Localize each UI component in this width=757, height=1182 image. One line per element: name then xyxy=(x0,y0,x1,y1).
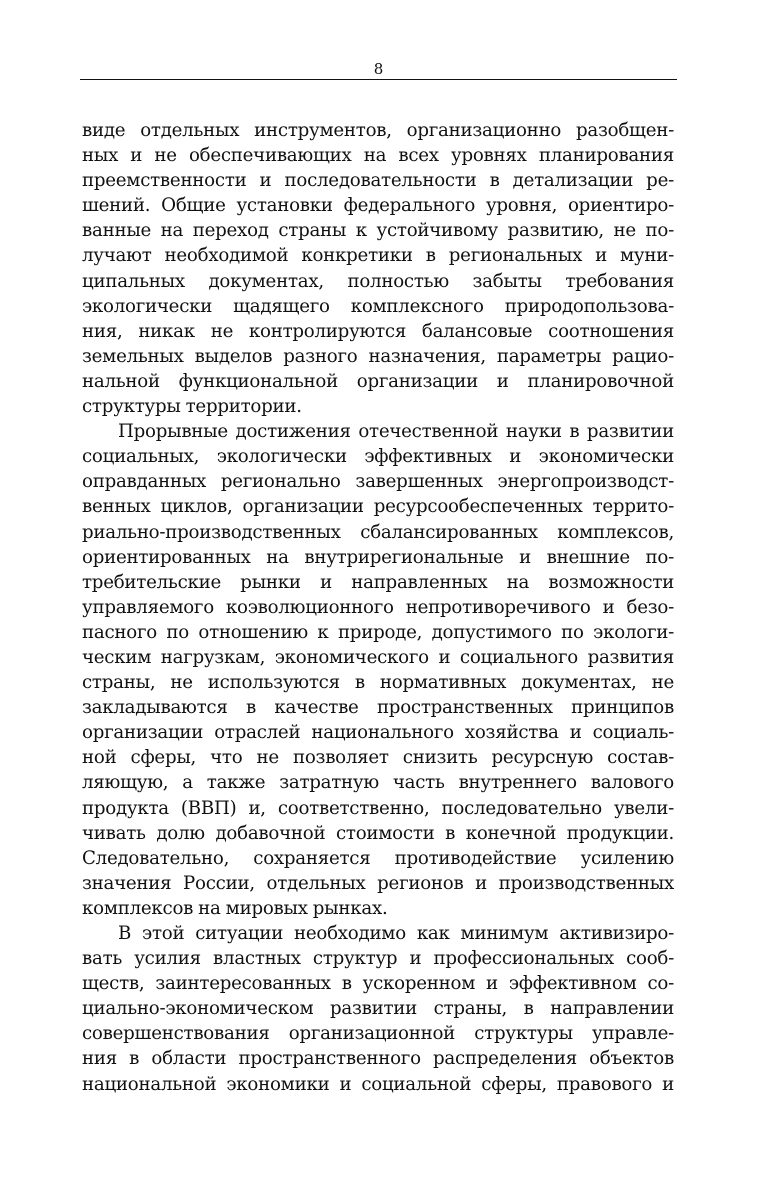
text-line: управляемого коэволюционного непротиворечивого и безо- xyxy=(82,596,674,618)
text-line: экологически щадящего комплексного природопользова- xyxy=(82,295,674,317)
text-line: ществ, заинтересованных в ускоренном и эффективном со- xyxy=(82,973,674,995)
text-line: лучают необходимой конкретики в региональных и муни- xyxy=(82,245,674,267)
text-line: Прорывные достижения отечественной науки в развитии xyxy=(118,421,674,443)
text-line: чивать долю добавочной стоимости в конечной продукции. xyxy=(82,822,674,844)
text-line: ния, никак не контролируются балансовые соотношения xyxy=(82,320,674,342)
text-line: социальных, экологически эффективных и экономически xyxy=(82,446,674,468)
body-text xyxy=(82,118,674,1097)
header-rule xyxy=(80,79,677,80)
text-line: В этой ситуации необходимо как минимум активизиро- xyxy=(118,923,674,944)
text-line: ляющую, а также затратную часть внутреннего валового xyxy=(82,772,674,794)
text-line: комплексов на мировых рынках. xyxy=(82,897,388,919)
page-number: 8 xyxy=(373,60,384,78)
text-line: венных циклов, организации ресурсообеспеченных террито- xyxy=(82,496,674,518)
text-line: Следовательно, сохраняется противодействие усилению xyxy=(82,847,674,869)
paragraph-2 xyxy=(82,419,674,921)
text-line: ванные на переход страны к устойчивому развитию, не по- xyxy=(82,220,674,242)
text-line: структуры территории. xyxy=(82,396,302,418)
text-line: оправданных регионально завершенных энергопроизводст- xyxy=(82,471,674,493)
text-line: шений. Общие установки федерального уровня, ориентиро- xyxy=(82,195,674,217)
paragraph-1 xyxy=(82,118,674,419)
text-line: виде отдельных инструментов, организационно разобщен- xyxy=(82,120,674,141)
text-line: ориентированных на внутрирегиональные и внешние по- xyxy=(82,546,674,568)
text-line: ных и не обеспечивающих на всех уровнях планирования xyxy=(82,145,674,167)
paragraph-3 xyxy=(82,921,674,1097)
text-line: национальной экономики и социальной сферы, правового и xyxy=(82,1073,674,1095)
text-line: ния в области пространственного распределения объектов xyxy=(82,1048,674,1070)
text-line: ципальных документах, полностью забыты требования xyxy=(82,270,674,292)
text-line: значения России, отдельных регионов и производственных xyxy=(82,872,674,894)
text-line: требительские рынки и направленных на возможности xyxy=(82,571,674,593)
text-line: нальной функциональной организации и планировочной xyxy=(82,370,674,392)
text-line: земельных выделов разного назначения, параметры рацио- xyxy=(82,345,674,367)
text-line: пасного по отношению к природе, допустимого по экологи- xyxy=(82,621,674,643)
text-line: организации отраслей национального хозяйства и социаль- xyxy=(82,722,674,744)
text-line: циально-экономическом развитии страны, в направлении xyxy=(82,998,674,1020)
text-line: ной сферы, что не позволяет снизить ресурсную состав- xyxy=(82,747,674,769)
text-line: риально-производственных сбалансированных комплексов, xyxy=(82,521,674,543)
text-line: страны, не используются в нормативных документах, не xyxy=(82,672,674,694)
text-line: совершенствования организационной структуры управле- xyxy=(82,1023,674,1045)
text-line: ческим нагрузкам, экономического и социального развития xyxy=(82,646,674,668)
text-line: продукта (ВВП) и, соответственно, последовательно увели- xyxy=(82,797,674,819)
text-line: вать усилия властных структур и профессиональных сооб- xyxy=(82,948,674,970)
text-line: преемственности и последовательности в детализации ре- xyxy=(82,170,674,192)
text-line: закладываются в качестве пространственных принципов xyxy=(82,697,674,719)
